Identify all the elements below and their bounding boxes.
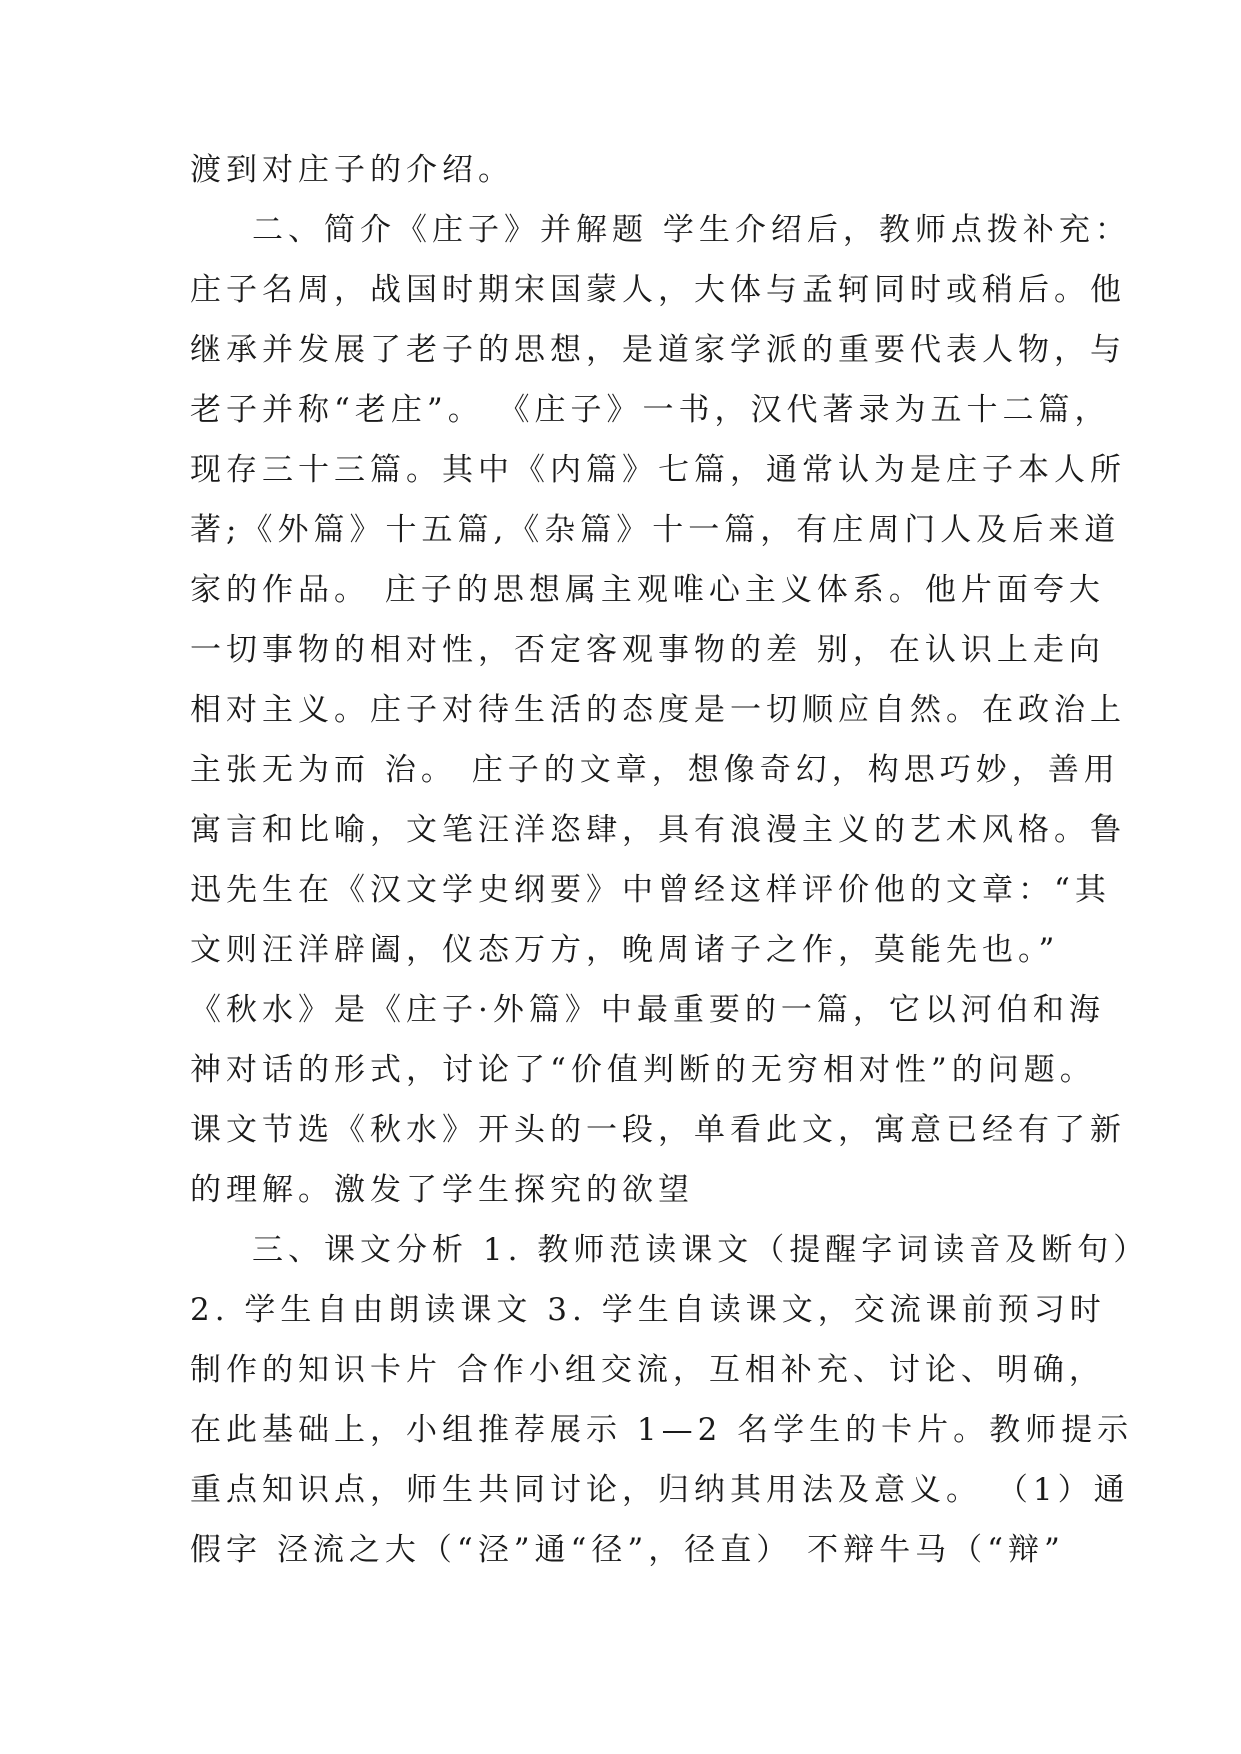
text-line: 一切事物的相对性，否定客观事物的差 别，在认识上走向 bbox=[190, 632, 1105, 668]
section-heading-line: 二、简介《庄子》并解题 学生介绍后，教师点拨补充： bbox=[252, 212, 1131, 248]
text-line: 家的作品。 庄子的思想属主观唯心主义体系。他片面夸大 bbox=[190, 572, 1105, 608]
text-line: 庄子名周，战国时期宋国蒙人，大体与孟轲同时或稍后。他 bbox=[190, 272, 1126, 308]
text-line: 2. 学生自由朗读课文 3. 学生自读课文，交流课前预习时 bbox=[190, 1292, 1106, 1328]
text-line: 课文节选《秋水》开头的一段，单看此文，寓意已经有了新 bbox=[190, 1112, 1126, 1148]
text-line: 神对话的形式，讨论了“价值判断的无穷相对性”的问题。 bbox=[190, 1052, 1096, 1088]
text-line: 老子并称“老庄”。 《庄子》一书，汉代著录为五十二篇， bbox=[190, 392, 1111, 428]
text-line: 寓言和比喻，文笔汪洋恣肆，具有浪漫主义的艺术风格。鲁 bbox=[190, 812, 1126, 848]
text-line: 渡到对庄子的介绍。 bbox=[190, 152, 514, 188]
text-line: 文则汪洋辟阖，仪态万方，晚周诸子之作，莫能先也。” bbox=[190, 932, 1060, 968]
text-line: 在此基础上，小组推荐展示 1—2 名学生的卡片。教师提示 bbox=[190, 1412, 1134, 1448]
text-line: 相对主义。庄子对待生活的态度是一切顺应自然。在政治上 bbox=[190, 692, 1126, 728]
text-line: 继承并发展了老子的思想，是道家学派的重要代表人物，与 bbox=[190, 332, 1126, 368]
text-line: 迅先生在《汉文学史纲要》中曾经这样评价他的文章：“其 bbox=[190, 872, 1111, 908]
section-heading-line: 三、课文分析 1. 教师范读课文（提醒字词读音及断句） bbox=[252, 1232, 1150, 1268]
text-line: 重点知识点，师生共同讨论，归纳其用法及意义。 （1）通 bbox=[190, 1472, 1130, 1508]
text-line: 的理解。激发了学生探究的欲望 bbox=[190, 1172, 694, 1208]
text-line: 著;《外篇》十五篇,《杂篇》十一篇，有庄周门人及后来道 bbox=[190, 512, 1121, 548]
text-line: 主张无为而 治。 庄子的文章，想像奇幻，构思巧妙，善用 bbox=[190, 752, 1120, 788]
text-line: 现存三十三篇。其中《内篇》七篇，通常认为是庄子本人所 bbox=[190, 452, 1126, 488]
text-line: 《秋水》是《庄子·外篇》中最重要的一篇，它以河伯和海 bbox=[190, 992, 1105, 1028]
text-line: 制作的知识卡片 合作小组交流，互相补充、讨论、明确， bbox=[190, 1352, 1105, 1388]
text-line: 假字 泾流之大（“泾”通“径”，径直） 不辩牛马（“辩” bbox=[190, 1532, 1065, 1568]
